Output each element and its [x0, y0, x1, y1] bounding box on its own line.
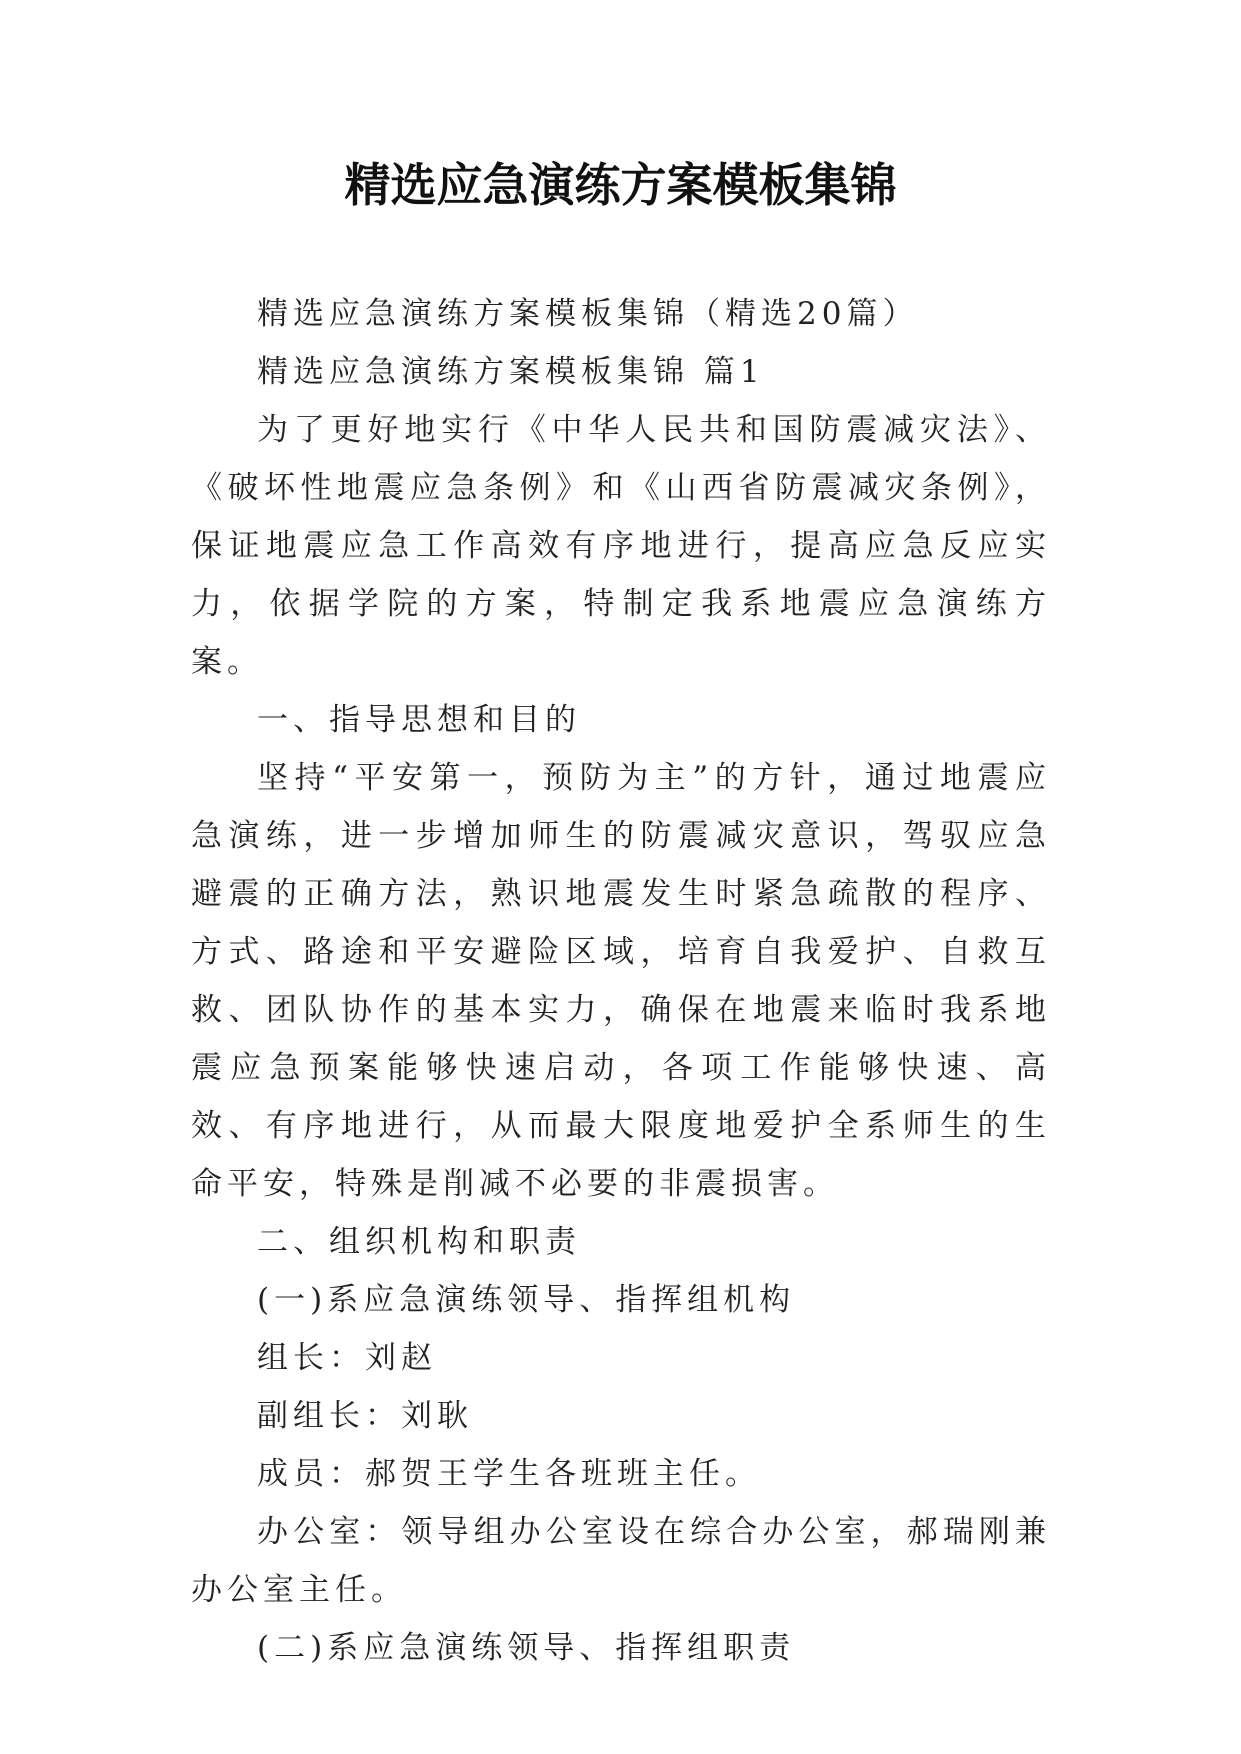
heading-organization: 二、组织机构和职责	[257, 1224, 581, 1260]
paragraph-office: 办公室：领导组办公室设在综合办公室，郝瑞刚兼办公室主任。	[191, 1514, 1051, 1608]
subheading-organization-structure: (一)系应急演练领导、指挥组机构	[257, 1282, 796, 1318]
document-body	[191, 285, 1051, 1677]
paragraph-guiding-principle: 坚持“平安第一，预防为主”的方针，通过地震应急演练，进一步增加师生的防震减灾意识，驾驭应急避震的正确方法，熟识地震发生时紧急疏散的程序、方式、路途和平安避险区域，培育自我爱护、自救互救、团队协作的基本实力，确保在地震来临时我系地震应急预案能够快速启动，各项工作能够快速、高效、有序地进行，从而最大限度地爱护全系师生的生命平安，特殊是削减不必要的非震损害。	[191, 760, 1051, 1202]
document-title: 精选应急演练方案模板集锦	[344, 158, 897, 212]
paragraph-intro: 为了更好地实行《中华人民共和国防震减灾法》、《破坏性地震应急条例》和《山西省防震减灾条例》，保证地震应急工作高效有序地进行，提高应急反应实力，依据学院的方案，特制定我系地震应急演练方案。	[191, 412, 1051, 680]
heading-guiding-principle: 一、指导思想和目的	[257, 702, 581, 738]
paragraph-group-leader: 组长：刘赵	[257, 1340, 437, 1376]
paragraph-subtitle: 精选应急演练方案模板集锦（精选20篇）	[257, 296, 919, 332]
paragraph-section-heading: 精选应急演练方案模板集锦 篇1	[257, 354, 765, 390]
paragraph-deputy-leader: 副组长：刘耿	[257, 1398, 473, 1434]
subheading-organization-duties: (二)系应急演练领导、指挥组职责	[257, 1630, 796, 1666]
paragraph-members: 成员：郝贺王学生各班班主任。	[257, 1456, 761, 1492]
